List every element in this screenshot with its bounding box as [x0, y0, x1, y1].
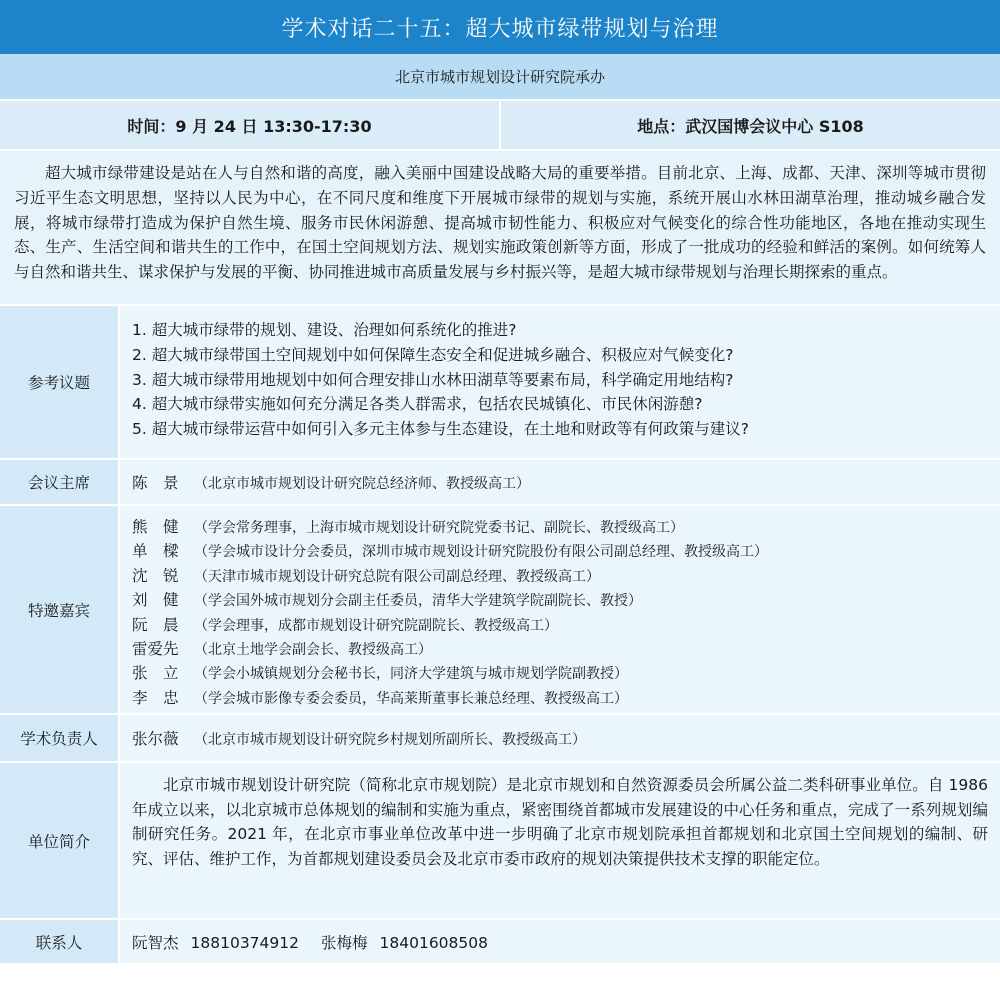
chair-content [120, 460, 1000, 504]
contact-person [321, 931, 488, 953]
chair-label: 会议主席 [0, 460, 120, 504]
guest-item [132, 540, 988, 564]
guest-name: 刘 健 [132, 591, 179, 610]
contact-row [0, 920, 1000, 963]
contact-person [132, 931, 299, 953]
responsible-desc: （北京市城市规划设计研究院乡村规划所副所长、教授级高工） [194, 732, 586, 748]
guest-item [132, 589, 988, 613]
guest-desc: （学会城市影像专委会委员，华高莱斯董事长兼总经理、教授级高工） [194, 690, 628, 707]
contact-label: 联系人 [0, 920, 120, 963]
topic-item: 5. 超大城市绿带运营中如何引入多元主体参与生态建设，在土地和财政等有何政策与建议? [132, 420, 749, 439]
guest-name: 雷爱先 [132, 640, 179, 659]
responsible-row [0, 715, 1000, 763]
topic-item: 2. 超大城市绿带国土空间规划中如何保障生态安全和促进城乡融合、积极应对气候变化? [132, 345, 734, 364]
responsible-person [132, 727, 586, 749]
guest-name: 李 忠 [132, 688, 179, 707]
contact-phone: 18810374912 [190, 933, 299, 952]
session-intro [0, 151, 1000, 306]
guest-item [132, 565, 988, 589]
organizer: 北京市城市规划设计研究院承办 [0, 54, 1000, 101]
unit-label: 单位简介 [0, 763, 120, 918]
guest-desc: （学会理事，成都市规划设计研究院副院长、教授级高工） [194, 617, 558, 634]
guest-desc: （北京土地学会副会长、教授级高工） [194, 642, 432, 659]
session-time: 时间：9 月 24 日 13:30-17:30 [0, 101, 501, 149]
guests-row [0, 506, 1000, 715]
responsible-content [120, 715, 1000, 761]
guest-desc: （学会国外城市规划分会副主任委员，清华大学建筑学院副院长、教授） [194, 593, 642, 610]
responsible-name: 张尔薇 [132, 730, 179, 748]
topic-item: 4. 超大城市绿带实施如何充分满足各类人群需求，包括农民城镇化、市民休闲游憩? [132, 395, 703, 414]
guest-desc: （天津市城市规划设计研究总院有限公司副总经理、教授级高工） [194, 568, 600, 585]
contact-content [120, 920, 1000, 963]
topics-label: 参考议题 [0, 306, 120, 458]
guest-item [132, 516, 988, 540]
unit-text: 北京市城市规划设计研究院（简称北京市规划院）是北京市规划和自然资源委员会所属公益二类科研事业单位。自 1986 年成立以来，以北京城市总体规划的编制和实施为重点，紧密围绕首都城市发展建设的中心任务和重点，完成了一系列规划编制研究任务。2021 年，在北京市事业单位改革中进一步明确了北京市规划院承担首都规划和北京国土空间规划的编制、研究、评估、维护工作，为首都规划建设委员会及北京市委市政府的规划决策提供技术支撑的职能定位。 [132, 776, 988, 868]
chair-row [0, 460, 1000, 506]
guest-desc: （学会常务理事，上海市城市规划设计研究院党委书记、副院长、教授级高工） [194, 520, 684, 536]
topics-list [120, 306, 1000, 458]
guest-name: 单 樑 [132, 542, 179, 561]
contact-phone: 18401608508 [379, 933, 488, 952]
guest-desc: （学会城市设计分会委员，深圳市城市规划设计研究院股份有限公司副总经理、教授级高工） [194, 544, 768, 561]
intro-text: 超大城市绿带建设是站在人与自然和谐的高度，融入美丽中国建设战略大局的重要举措。目前北京、上海、成都、天津、深圳等城市贯彻习近平生态文明思想，坚持以人民为中心，在不同尺度和维度下开展城市绿带的规划与实施，系统开展山水林田湖草治理，推动城乡融合发展，将城市绿带打造成为保护自然生境、服务市民休闲游憩、提高城市韧性能力、积极应对气候变化的综合性功能地区，各地在推动实现生态、生产、生活空间和谐共生的工作中，在国土空间规划方法、规划实施政策创新等方面，形成了一批成功的经验和鲜活的案例。如何统筹人与自然和谐共生、谋求保护与发展的平衡、协同推进城市高质量发展与乡村振兴等，是超大城市绿带规划与治理长期探索的重点。 [14, 164, 986, 282]
guest-item [132, 638, 988, 662]
guest-item [132, 614, 988, 638]
topic-item: 3. 超大城市绿带用地规划中如何合理安排山水林田湖草等要素布局，科学确定用地结构? [132, 370, 734, 389]
topics-row [0, 306, 1000, 460]
unit-row [0, 763, 1000, 920]
chair-name: 陈 景 [132, 474, 179, 492]
time-location-row [0, 101, 1000, 151]
contact-name: 阮智杰 [132, 933, 179, 952]
guest-name: 熊 健 [132, 518, 179, 536]
session-location: 地点：武汉国博会议中心 S108 [637, 116, 864, 136]
guest-name: 沈 锐 [132, 566, 179, 585]
chair-person [132, 471, 530, 493]
chair-desc: （北京市城市规划设计研究院总经济师、教授级高工） [194, 476, 530, 492]
guests-list [120, 506, 1000, 713]
session-title: 学术对话二十五：超大城市绿带规划与治理 [0, 0, 1000, 54]
topic-item: 1. 超大城市绿带的规划、建设、治理如何系统化的推进? [132, 321, 517, 339]
unit-content [120, 763, 1000, 918]
guest-item [132, 687, 988, 711]
guest-item [132, 662, 988, 686]
guests-label: 特邀嘉宾 [0, 506, 120, 713]
responsible-label: 学术负责人 [0, 715, 120, 761]
guest-desc: （学会小城镇规划分会秘书长，同济大学建筑与城市规划学院副教授） [194, 666, 628, 683]
guest-name: 阮 晨 [132, 615, 179, 634]
guest-name: 张 立 [132, 664, 179, 683]
contact-name: 张梅梅 [321, 933, 368, 952]
